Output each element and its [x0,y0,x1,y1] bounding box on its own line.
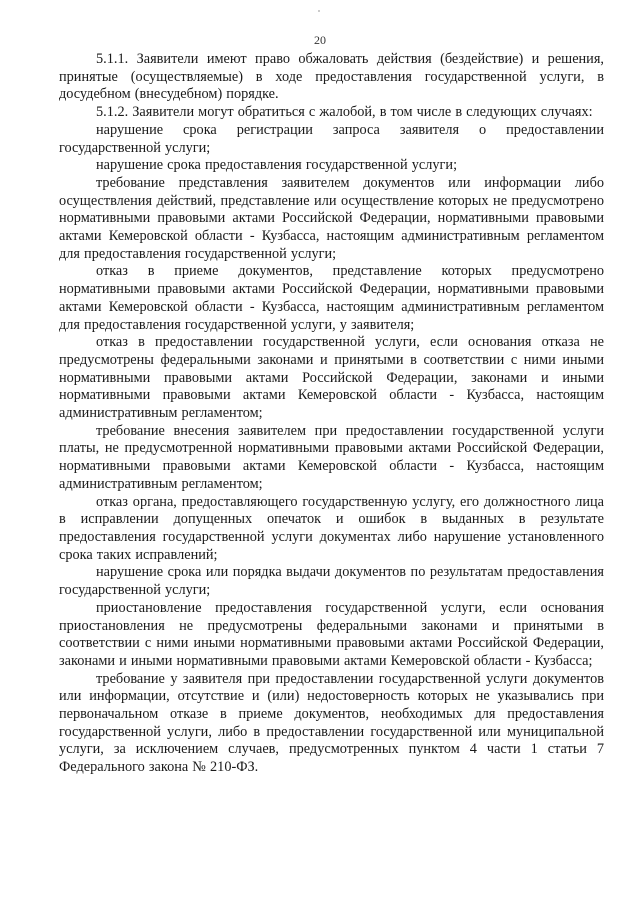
paragraph-5-1-1: 5.1.1. Заявители имеют право обжаловать действия (бездействие) и решения, принятые (осуществляемые) в ходе предоставления государственной услуги, в досудебном (внесудебном) порядке. [59,51,604,103]
list-item: отказ органа, предоставляющего государственную услугу, его должностного лица в исправлении допущенных опечаток и ошибок в выданных в результате предоставления государственной услуги документах либо нарушение установленного срока таких исправлений; [59,493,604,563]
list-item: нарушение срока или порядка выдачи документов по результатам предоставления государственной услуги; [59,564,604,599]
list-item: нарушение срока предоставления государственной услуги; [96,157,458,174]
document-body [59,51,604,777]
list-item: отказ в приеме документов, представление которых предусмотрено нормативными правовыми актами Российской Федерации, нормативными правовыми актами Кемеровской области - Кузбасса, настоящим административным регламентом для предоставления государственной услуги, у заявителя; [59,263,604,333]
list-item: отказ в предоставлении государственной услуги, если основания отказа не предусмотрены федеральными законами и принятыми в соответствии с ними иными нормативными правовыми актами Российской Федерации, законами и иными нормативными правовыми актами Кемеровской области - Кузбасса, настоящим административным регламентом; [59,334,604,422]
page-number: 20 [314,33,326,47]
paragraph-5-1-2: 5.1.2. Заявители могут обратиться с жалобой, в том числе в следующих случаях: [96,104,593,121]
list-item: требование внесения заявителем при предоставлении государственной услуги платы, не предусмотренной нормативными правовыми актами Российской Федерации, нормативными правовыми актами Кемеровской области - Кузбасса, настоящим административным регламентом; [59,422,604,492]
list-item: нарушение срока регистрации запроса заявителя о предоставлении государственной услуги; [59,121,604,156]
list-item: требование представления заявителем документов или информации либо осуществления действий, представление или осуществление которых не предусмотрено нормативными правовыми актами Российской Федерации, нормативными правовыми актами Кемеровской области - Кузбасса, настоящим административным регламентом для предоставления государственной услуги; [59,174,604,262]
list-item: требование у заявителя при предоставлении государственной услуги документов или информации, отсутствие и (или) недостоверность которых не указывались при первоначальном отказе в приеме документов, необходимых для предоставления государственной услуги, либо в предоставлении государственной или муниципальной услуги, за исключением случаев, предусмотренных пунктом 4 части 1 статьи 7 Федерального закона № 210-ФЗ. [59,670,604,776]
scan-dot [318,10,320,12]
list-item: приостановление предоставления государственной услуги, если основания приостановления не предусмотрены федеральными законами и принятыми в соответствии с ними иными нормативными правовыми актами Российской Федерации, законами и иными нормативными правовыми актами Кемеровской области - Кузбасса; [59,599,604,669]
